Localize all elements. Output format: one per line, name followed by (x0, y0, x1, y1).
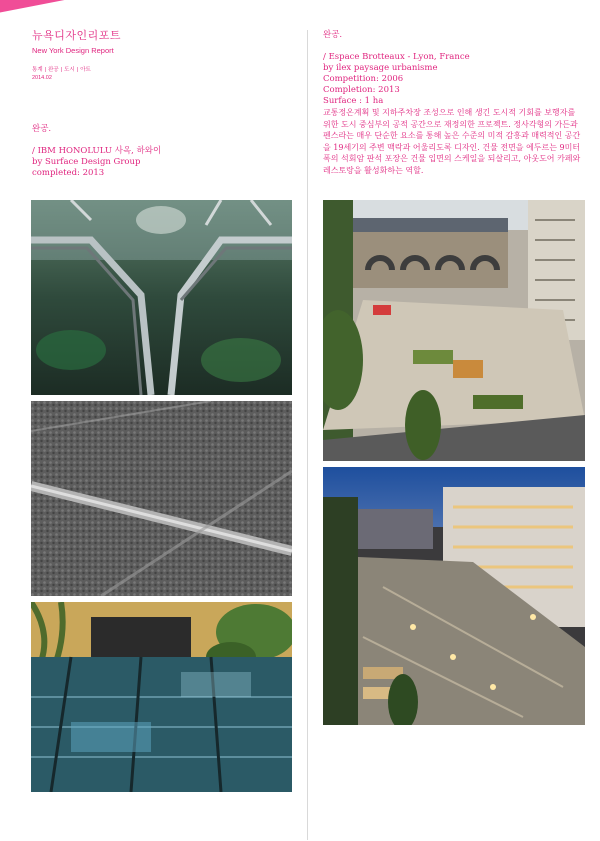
photo-lyon-aerial-day (323, 200, 585, 461)
photo-water-channels (31, 200, 292, 395)
article-status: 완공. (32, 124, 52, 134)
category-item: 통계 (32, 67, 43, 73)
photo-textured-paving (31, 401, 292, 596)
left-article-text (32, 124, 292, 179)
category-item: 아트 (80, 67, 91, 73)
photo-lyon-aerial-night (323, 467, 585, 725)
article-status: 완공. (323, 30, 343, 40)
article-name: / Espace Brotteaux - Lyon, France (323, 52, 470, 62)
corner-accent-stripe (0, 0, 122, 16)
magazine-subtitle: New York Design Report (32, 46, 114, 55)
magazine-title: 뉴욕디자인리포트 (32, 29, 122, 42)
photo-courtyard-pool (31, 602, 292, 792)
right-article-text (323, 30, 585, 176)
article-name: / IBM HONOLULU 사옥, 하와이 (32, 146, 162, 156)
article-completion: Completion: 2013 (323, 85, 400, 95)
category-list: 통계 | 완공 | 도시 | 아트 (32, 67, 91, 73)
article-designer: by Surface Design Group (32, 157, 141, 167)
article-surface: Surface : 1 ha (323, 96, 384, 106)
issue-meta (32, 66, 91, 82)
article-competition: Competition: 2006 (323, 74, 404, 84)
article-completed: completed: 2013 (32, 168, 105, 178)
article-designer: by ilex paysage urbanisme (323, 63, 438, 73)
category-item: 도시 (64, 67, 75, 73)
category-item: 완공 (48, 67, 59, 73)
masthead (32, 27, 121, 55)
column-divider (307, 30, 308, 840)
issue-date: 2014.02 (32, 75, 52, 81)
article-description: 교통정온계획 및 지하주차장 조성으로 인해 생긴 도시적 기회를 보행자를 위한 도시 중심부의 공적 공간으로 재정의한 프로젝트. 정사각형의 가든과 펜스라는 매우 단순한 요소를 통해 높은 수준의 미적 감흥과 매력적인 공간을 19세기의 주변 맥락과 어울리도록 디자인. 건물 전면을 에두르는 9미터 폭의 석회암 판석 포장은 건물 입면의 스케일을 되살리고, 아웃도어 카페와 레스토랑을 활성화하는 역할. (323, 108, 581, 175)
